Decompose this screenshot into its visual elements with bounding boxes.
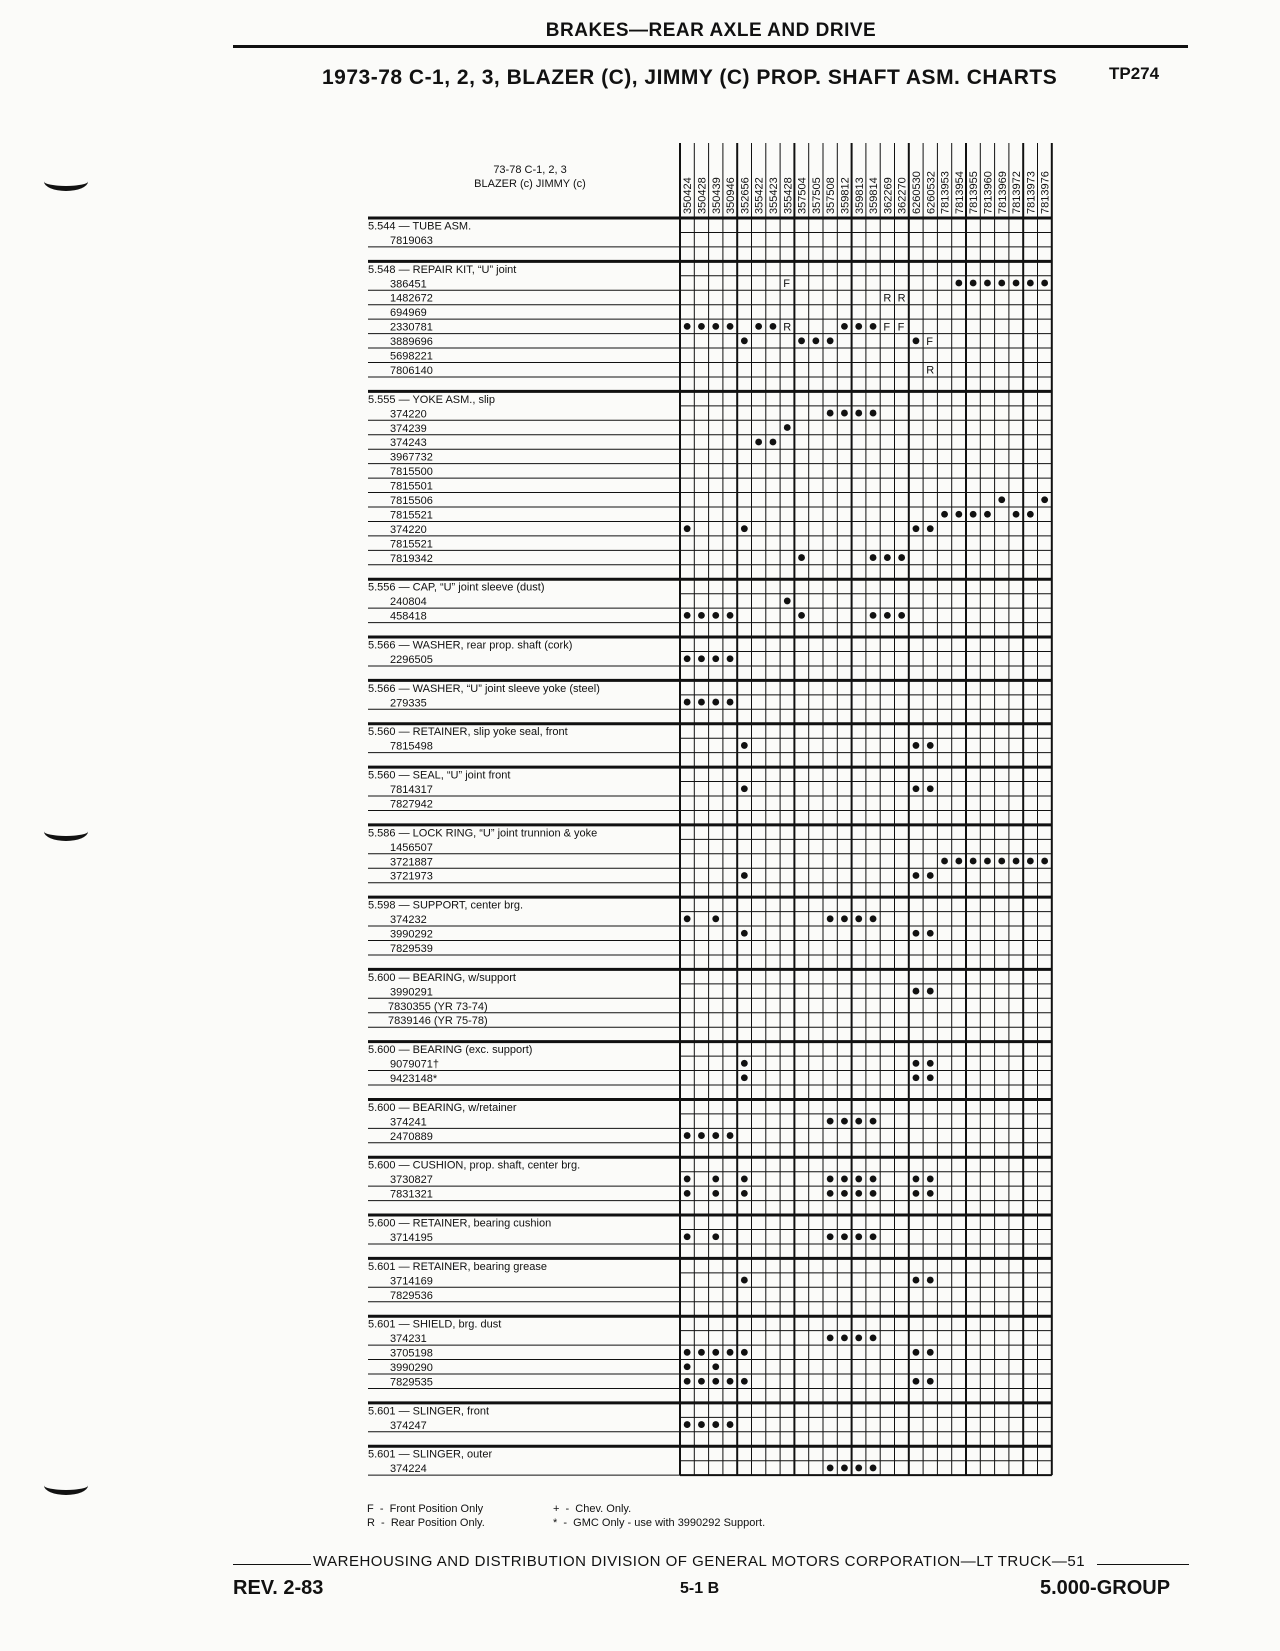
usage-dot [927, 1378, 934, 1385]
usage-dot [855, 323, 862, 330]
chart-title: 1973-78 C-1, 2, 3, BLAZER (C), JIMMY (C) PROP. SHAFT ASM. CHARTS [322, 66, 1058, 89]
usage-dot [870, 612, 877, 619]
column-header-label: 362269 [882, 177, 895, 214]
column-header-label: 357505 [810, 177, 823, 214]
part-number: 9423148* [390, 1073, 438, 1085]
column-header-label: 7813976 [1039, 171, 1052, 214]
usage-dot [913, 1349, 920, 1356]
usage-dot [913, 742, 920, 749]
usage-dot [998, 496, 1005, 503]
part-number: 2470889 [390, 1130, 433, 1143]
part-number: 374232 [390, 914, 427, 927]
section-title: 5.598 — SUPPORT, center brg. [368, 899, 524, 912]
usage-dot [855, 915, 862, 922]
usage-dot [684, 1421, 691, 1428]
usage-dot [827, 1190, 834, 1197]
usage-dot [727, 699, 734, 706]
section-title: 5.544 — TUBE ASM. [368, 220, 472, 233]
usage-dot [855, 1118, 862, 1125]
legend-gmc: * - GMC Only - use with 3990292 Support. [553, 1517, 766, 1529]
part-number: 3990292 [390, 928, 433, 941]
section-title: 5.566 — WASHER, “U” joint sleeve yoke (steel) [368, 682, 600, 695]
section-title: 5.600 — BEARING, w/support [368, 971, 516, 984]
usage-dot [870, 1233, 877, 1240]
part-number: 374224 [390, 1463, 427, 1476]
usage-dot [1013, 511, 1020, 518]
usage-dot [855, 1233, 862, 1240]
usage-dot [870, 1118, 877, 1125]
part-number: 5698221 [390, 350, 433, 363]
part-number: 374247 [390, 1419, 427, 1432]
part-number: 3721973 [390, 870, 433, 883]
usage-dot [955, 858, 962, 865]
usage-dot [927, 930, 934, 937]
usage-dot [684, 915, 691, 922]
usage-dot [841, 1118, 848, 1125]
usage-dot [712, 1349, 719, 1356]
part-number: 7829536 [390, 1289, 433, 1302]
column-header-label: 7813953 [939, 171, 952, 214]
usage-dot [841, 1233, 848, 1240]
usage-dot [698, 1378, 705, 1385]
column-header-label: 7813960 [982, 171, 995, 214]
usage-dot [712, 1378, 719, 1385]
column-header-label: 355428 [782, 177, 795, 214]
usage-dot [927, 1060, 934, 1067]
usage-dot [927, 872, 934, 879]
legend-chev: + - Chev. Only. [553, 1503, 632, 1515]
intro-line-vehicles: BLAZER (c) JIMMY (c) [474, 178, 586, 190]
usage-dot [870, 410, 877, 417]
section-title: 5.556 — CAP, “U” joint sleeve (dust) [368, 581, 545, 594]
part-number: 374239 [390, 422, 427, 435]
part-number: 3705198 [390, 1347, 433, 1360]
usage-dot [984, 280, 991, 287]
usage-dot [927, 1277, 934, 1284]
usage-dot [913, 1176, 920, 1183]
part-number: 279335 [390, 697, 427, 710]
column-header-label: 352656 [739, 177, 752, 214]
rear-mark: R [897, 292, 906, 305]
section-title: 5.601 — SLINGER, front [368, 1405, 490, 1418]
legend-front: F - Front Position Only [367, 1503, 484, 1515]
usage-dot [712, 1363, 719, 1370]
section-title: 5.601 — SHIELD, brg. dust [368, 1318, 502, 1331]
usage-dot [727, 655, 734, 662]
usage-dot [712, 655, 719, 662]
usage-dot [741, 1190, 748, 1197]
usage-dot [741, 1277, 748, 1284]
part-number: 9079071† [390, 1058, 439, 1071]
front-mark: F [926, 335, 933, 348]
part-number: 3990290 [390, 1362, 433, 1374]
usage-dot [855, 1190, 862, 1197]
usage-dot [741, 1074, 748, 1081]
part-number: 7829539 [390, 942, 433, 955]
usage-dot [770, 323, 777, 330]
usage-dot [870, 1465, 877, 1472]
revision-label: REV. 2-83 [233, 1577, 324, 1599]
usage-dot [684, 1349, 691, 1356]
usage-dot [1027, 280, 1034, 287]
part-number: 374220 [390, 408, 427, 421]
usage-dot [712, 1132, 719, 1139]
usage-dot [913, 1277, 920, 1284]
usage-dot [698, 1349, 705, 1356]
legend-rear: R - Rear Position Only. [367, 1517, 485, 1529]
part-number: 7830355 (YR 73-74) [388, 1000, 488, 1013]
part-number: 1482672 [390, 292, 433, 305]
usage-dot [1013, 858, 1020, 865]
part-number: 3730827 [390, 1174, 433, 1187]
usage-dot [927, 1074, 934, 1081]
part-number: 3990291 [390, 986, 433, 999]
usage-dot [927, 1190, 934, 1197]
usage-dot [998, 280, 1005, 287]
usage-dot [741, 872, 748, 879]
column-header-label: 7813969 [996, 171, 1009, 214]
usage-dot [755, 439, 762, 446]
part-number: 7827942 [390, 798, 433, 811]
front-mark: F [897, 321, 905, 334]
usage-dot [870, 1176, 877, 1183]
part-number: 3721887 [390, 856, 433, 869]
usage-dot [698, 323, 705, 330]
column-header-label: 350439 [710, 177, 723, 214]
usage-dot [927, 525, 934, 532]
part-number: 7839146 (YR 75-78) [388, 1015, 488, 1028]
usage-dot [941, 511, 948, 518]
usage-dot [684, 612, 691, 619]
part-number: 3967732 [390, 451, 433, 464]
section-title: 5.600 — BEARING, w/retainer [368, 1101, 517, 1114]
usage-dot [841, 1465, 848, 1472]
usage-dot [913, 872, 920, 879]
part-number: 7815521 [390, 509, 433, 522]
column-header-label: 7813972 [1011, 171, 1024, 214]
usage-dot [855, 1465, 862, 1472]
usage-dot [755, 323, 762, 330]
usage-dot [913, 1074, 920, 1081]
usage-dot [712, 323, 719, 330]
intro-line-models: 73-78 C-1, 2, 3 [493, 164, 567, 176]
footer-division-line: WAREHOUSING AND DISTRIBUTION DIVISION OF GENERAL MOTORS CORPORATION—LT TRUCK—51 [313, 1553, 1086, 1570]
section-title: 5.586 — LOCK RING, “U” joint trunnion & yoke [368, 827, 598, 840]
part-number: 7815500 [390, 466, 433, 479]
part-number: 3714195 [390, 1231, 433, 1244]
part-number: 240804 [390, 596, 427, 609]
section-title: 5.548 — REPAIR KIT, “U” joint [368, 263, 517, 276]
usage-dot [970, 280, 977, 287]
usage-dot [927, 742, 934, 749]
column-header-label: 359812 [839, 177, 852, 214]
usage-dot [913, 525, 920, 532]
usage-dot [741, 1060, 748, 1067]
usage-dot [970, 858, 977, 865]
usage-dot [727, 1349, 734, 1356]
usage-dot [684, 1233, 691, 1240]
usage-dot [684, 1363, 691, 1370]
part-number: 2330781 [390, 321, 433, 334]
usage-dot [870, 915, 877, 922]
usage-dot [741, 742, 748, 749]
usage-dot [1041, 496, 1048, 503]
usage-dot [684, 655, 691, 662]
usage-dot [741, 930, 748, 937]
column-header-label: 7813973 [1025, 171, 1038, 214]
usage-dot [712, 699, 719, 706]
usage-dot [870, 554, 877, 561]
part-number: 7815501 [390, 480, 433, 493]
section-title: 5.566 — WASHER, rear prop. shaft (cork) [368, 639, 573, 652]
usage-dot [927, 988, 934, 995]
section-title: 5.600 — RETAINER, bearing cushion [368, 1217, 552, 1230]
usage-dot [698, 612, 705, 619]
column-header-label: 359814 [868, 177, 881, 214]
column-header-label: 359813 [853, 177, 866, 214]
usage-dot [727, 1421, 734, 1428]
usage-dot [884, 612, 891, 619]
section-title: 5.601 — RETAINER, bearing grease [368, 1260, 547, 1273]
usage-dot [998, 858, 1005, 865]
column-header-label: 355422 [753, 177, 766, 214]
usage-dot [684, 525, 691, 532]
section-heading: BRAKES—REAR AXLE AND DRIVE [545, 20, 877, 41]
usage-dot [827, 1176, 834, 1183]
usage-dot [913, 988, 920, 995]
usage-dot [1027, 511, 1034, 518]
part-number: 7815498 [390, 740, 433, 753]
usage-dot [927, 1349, 934, 1356]
usage-dot [698, 1132, 705, 1139]
usage-dot [1013, 280, 1020, 287]
usage-dot [684, 1176, 691, 1183]
usage-dot [798, 337, 805, 344]
part-number: 374220 [390, 523, 427, 536]
legend-right [553, 1502, 765, 1530]
usage-dot [984, 858, 991, 865]
usage-dot [684, 699, 691, 706]
usage-dot [712, 1233, 719, 1240]
usage-dot [741, 1349, 748, 1356]
column-header-label: 6260530 [910, 171, 923, 214]
usage-dot [870, 1334, 877, 1341]
section-title: 5.560 — SEAL, “U” joint front [368, 769, 511, 782]
chart-code: TP274 [1109, 64, 1160, 83]
usage-dot [827, 1465, 834, 1472]
part-number: 7815521 [390, 538, 433, 551]
section-title: 5.560 — RETAINER, slip yoke seal, front [368, 726, 568, 739]
page-code: 5-1 B [680, 1580, 720, 1597]
part-number: 7831321 [390, 1188, 433, 1201]
column-header-label: 350424 [682, 177, 695, 214]
usage-dot [827, 1334, 834, 1341]
section-title: 5.601 — SLINGER, outer [368, 1448, 493, 1461]
usage-dot [741, 525, 748, 532]
part-number: 458418 [390, 610, 427, 623]
usage-dot [955, 280, 962, 287]
usage-dot [698, 1421, 705, 1428]
usage-dot [827, 410, 834, 417]
front-mark: F [883, 321, 891, 334]
part-number: 7829535 [390, 1376, 433, 1389]
part-number: 2296505 [390, 653, 433, 666]
usage-dot [741, 1378, 748, 1385]
usage-dot [984, 511, 991, 518]
usage-dot [798, 612, 805, 619]
usage-dot [684, 1132, 691, 1139]
part-number: 374241 [390, 1116, 427, 1129]
rear-mark: R [783, 321, 792, 334]
column-header-label: 357508 [825, 177, 838, 214]
part-number: 694969 [390, 307, 427, 320]
usage-dot [970, 511, 977, 518]
usage-dot [784, 598, 791, 605]
usage-dot [741, 1176, 748, 1183]
part-number: 374243 [390, 437, 427, 450]
part-number: 386451 [390, 278, 427, 291]
usage-dot [812, 337, 819, 344]
usage-dot [784, 424, 791, 431]
usage-dot [913, 337, 920, 344]
usage-dot [712, 1176, 719, 1183]
usage-dot [727, 1132, 734, 1139]
usage-dot [955, 511, 962, 518]
usage-dot [827, 1118, 834, 1125]
usage-dot [855, 1176, 862, 1183]
usage-dot [684, 323, 691, 330]
usage-dot [798, 554, 805, 561]
usage-dot [898, 554, 905, 561]
column-header-label: 362270 [896, 177, 909, 214]
rear-mark: R [926, 364, 935, 377]
usage-dot [827, 915, 834, 922]
usage-dot [855, 410, 862, 417]
column-header-label: 350946 [725, 177, 738, 214]
usage-dot [913, 1190, 920, 1197]
column-header-label: 7813955 [968, 171, 981, 214]
usage-dot [712, 1190, 719, 1197]
part-number: 7815506 [390, 495, 433, 507]
usage-dot [1041, 280, 1048, 287]
part-number: 7814317 [390, 784, 433, 796]
rear-mark: R [883, 292, 892, 305]
section-title: 5.600 — BEARING (exc. support) [368, 1044, 533, 1057]
usage-dot [841, 410, 848, 417]
part-number: 374231 [390, 1333, 427, 1346]
part-number: 7806140 [390, 364, 433, 377]
usage-dot [1027, 858, 1034, 865]
usage-dot [898, 612, 905, 619]
usage-dot [927, 1176, 934, 1183]
column-header-label: 355423 [767, 177, 780, 214]
column-header-label: 6260532 [925, 171, 938, 214]
usage-dot [941, 858, 948, 865]
usage-dot [913, 1378, 920, 1385]
usage-dot [727, 1378, 734, 1385]
usage-dot [827, 1233, 834, 1240]
usage-dot [684, 1190, 691, 1197]
usage-dot [770, 439, 777, 446]
column-header-label: 357504 [796, 177, 809, 214]
usage-dot [913, 785, 920, 792]
usage-dot [913, 1060, 920, 1067]
part-number: 1456507 [390, 841, 433, 854]
usage-dot [727, 612, 734, 619]
usage-dot [884, 554, 891, 561]
column-header-label: 7813954 [953, 171, 966, 214]
usage-dot [927, 785, 934, 792]
usage-dot [684, 1378, 691, 1385]
usage-dot [712, 915, 719, 922]
usage-dot [841, 1334, 848, 1341]
usage-dot [741, 785, 748, 792]
usage-dot [855, 1334, 862, 1341]
column-header-label: 350428 [696, 177, 709, 214]
footer-rule-left [233, 1564, 311, 1565]
usage-dot [1041, 858, 1048, 865]
usage-dot [712, 1421, 719, 1428]
part-number: 3889696 [390, 336, 433, 349]
usage-dot [698, 699, 705, 706]
group-label: 5.000-GROUP [1040, 1577, 1171, 1599]
usage-dot [841, 1176, 848, 1183]
legend-left [367, 1502, 485, 1530]
usage-dot [841, 915, 848, 922]
footer-rule-right [1097, 1564, 1189, 1565]
part-number: 7819342 [390, 552, 433, 565]
usage-dot [870, 323, 877, 330]
usage-dot [841, 323, 848, 330]
usage-dot [712, 612, 719, 619]
section-title: 5.555 — YOKE ASM., slip [368, 393, 495, 406]
usage-dot [841, 1190, 848, 1197]
usage-dot [913, 930, 920, 937]
usage-dot [741, 337, 748, 344]
front-mark: F [783, 278, 790, 291]
usage-dot [827, 337, 834, 344]
part-number: 3714169 [390, 1275, 433, 1288]
usage-dot [698, 655, 705, 662]
usage-dot [727, 323, 734, 330]
section-title: 5.600 — CUSHION, prop. shaft, center brg. [368, 1159, 581, 1172]
part-number: 7819063 [390, 234, 433, 247]
usage-dot [870, 1190, 877, 1197]
